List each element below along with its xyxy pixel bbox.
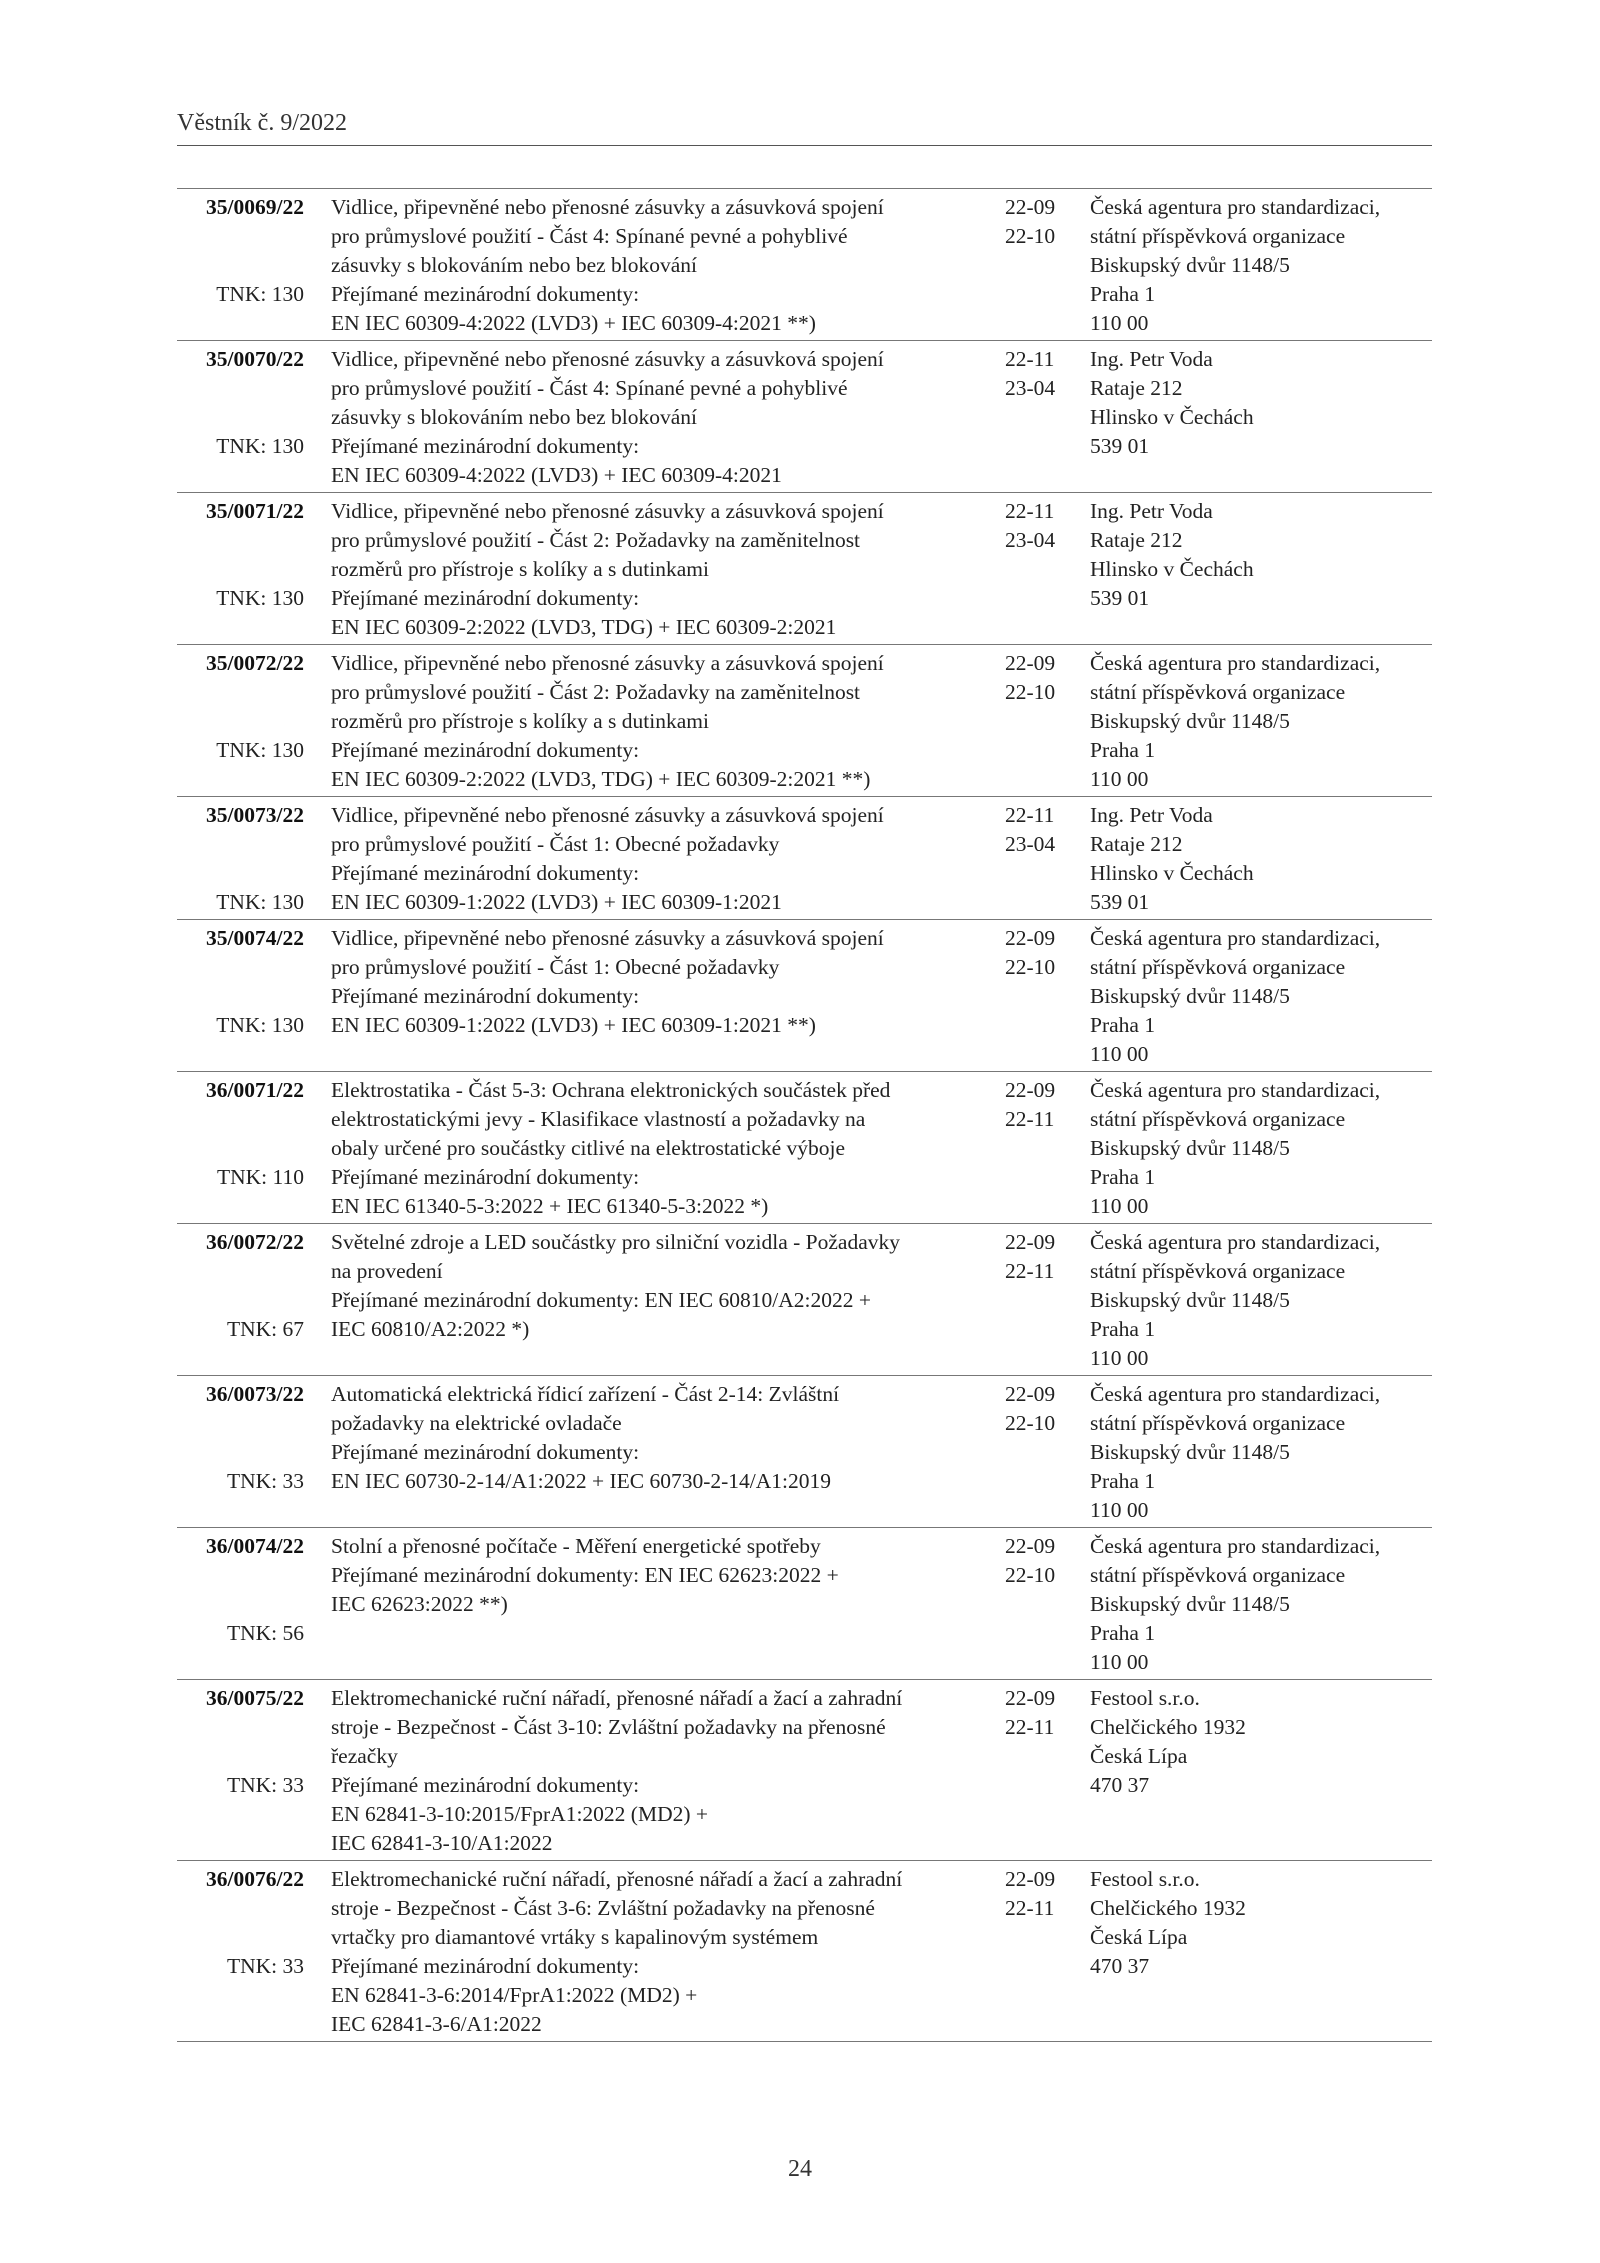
standard-id-cell [177, 497, 304, 644]
address-line: Praha 1 [1090, 738, 1156, 762]
address-line: 539 01 [1090, 586, 1150, 610]
standard-number: 36/0076/22 [206, 1867, 304, 1891]
address-line: Biskupský dvůr 1148/5 [1090, 709, 1290, 733]
table-row [177, 1861, 1432, 2042]
address-line: Hlinsko v Čechách [1090, 557, 1254, 581]
description-line: Přejímané mezinárodní dokumenty: [331, 1440, 640, 1464]
standard-number: 36/0075/22 [206, 1686, 304, 1710]
description-line: pro průmyslové použití - Část 2: Požadavky na zaměnitelnost [331, 528, 861, 552]
address-line: Česká agentura pro standardizaci, [1090, 1534, 1381, 1558]
date-line: 22-11 [1005, 1107, 1055, 1131]
date-line: 22-11 [1005, 347, 1055, 371]
page-number: 24 [788, 2156, 812, 2182]
description-line: Elektromechanické ruční nářadí, přenosné nářadí a žací a zahradní [331, 1686, 903, 1710]
description-line: Automatická elektrická řídicí zařízení - Část 2-14: Zvláštní [331, 1382, 840, 1406]
standard-description [331, 1684, 991, 1858]
description-line: Přejímané mezinárodní dokumenty: [331, 1773, 640, 1797]
tnk-label: TNK: 33 [226, 1469, 304, 1493]
description-line: obaly určené pro součástky citlivé na elektrostatické výboje [331, 1136, 846, 1160]
standard-number: 35/0071/22 [206, 499, 304, 523]
date-line: 22-09 [1005, 651, 1056, 675]
address-line: Biskupský dvůr 1148/5 [1090, 253, 1290, 277]
date-cell [1005, 649, 1070, 707]
date-line: 22-09 [1005, 1382, 1056, 1406]
table-row [177, 1224, 1432, 1376]
address-line: 539 01 [1090, 434, 1150, 458]
date-line: 22-10 [1005, 1411, 1056, 1435]
address-line: Biskupský dvůr 1148/5 [1090, 1592, 1290, 1616]
description-line: pro průmyslové použití - Část 1: Obecné požadavky [331, 955, 780, 979]
description-line: Vidlice, připevněné nebo přenosné zásuvky a zásuvková spojení [331, 195, 884, 219]
date-cell [1005, 1228, 1070, 1286]
description-line: stroje - Bezpečnost - Část 3-10: Zvláštní požadavky na přenosné [331, 1715, 886, 1739]
address-line: 110 00 [1090, 311, 1149, 335]
table-row [177, 797, 1432, 920]
address-line: Biskupský dvůr 1148/5 [1090, 1288, 1290, 1312]
date-line: 22-10 [1005, 224, 1056, 248]
description-line: EN IEC 60309-1:2022 (LVD3) + IEC 60309-1:2021 [331, 890, 782, 914]
address-line: Chelčického 1932 [1090, 1896, 1246, 1920]
processor-address [1090, 801, 1435, 917]
date-line: 22-09 [1005, 1534, 1056, 1558]
processor-address [1090, 1076, 1435, 1221]
bulletin-header: Věstník č. 9/2022 [177, 110, 347, 136]
date-line: 22-09 [1005, 1230, 1056, 1254]
address-line: Praha 1 [1090, 282, 1156, 306]
standard-id-cell [177, 1865, 304, 2041]
standard-description [331, 924, 991, 1040]
address-line: Praha 1 [1090, 1469, 1156, 1493]
address-line: státní příspěvková organizace [1090, 1107, 1346, 1131]
description-line: Přejímané mezinárodní dokumenty: [331, 282, 640, 306]
standard-description [331, 1532, 991, 1619]
tnk-label: TNK: 33 [226, 1954, 304, 1978]
address-line: 110 00 [1090, 1346, 1149, 1370]
date-line: 23-04 [1005, 528, 1056, 552]
standard-description [331, 1228, 991, 1344]
address-line: státní příspěvková organizace [1090, 224, 1346, 248]
standard-description [331, 649, 991, 794]
standard-number: 35/0069/22 [206, 195, 304, 219]
description-line: Vidlice, připevněné nebo přenosné zásuvky a zásuvková spojení [331, 347, 884, 371]
standard-description [331, 801, 991, 917]
standard-description [331, 497, 991, 642]
description-line: Přejímané mezinárodní dokumenty: [331, 434, 640, 458]
address-line: státní příspěvková organizace [1090, 1259, 1346, 1283]
address-line: Česká agentura pro standardizaci, [1090, 651, 1381, 675]
date-line: 22-11 [1005, 803, 1055, 827]
address-line: Ing. Petr Voda [1090, 803, 1213, 827]
description-line: EN 62841-3-6:2014/FprA1:2022 (MD2) + [331, 1983, 698, 2007]
date-cell [1005, 924, 1070, 982]
standard-number: 35/0073/22 [206, 803, 304, 827]
date-line: 22-11 [1005, 1896, 1055, 1920]
description-line: rozměrů pro přístroje s kolíky a s dutinkami [331, 557, 709, 581]
description-line: EN IEC 60309-1:2022 (LVD3) + IEC 60309-1:2021 **) [331, 1013, 816, 1037]
description-line: pro průmyslové použití - Část 1: Obecné požadavky [331, 832, 780, 856]
date-line: 22-10 [1005, 1563, 1056, 1587]
address-line: 470 37 [1090, 1954, 1150, 1978]
address-line: 539 01 [1090, 890, 1150, 914]
standard-number: 35/0072/22 [206, 651, 304, 675]
description-line: IEC 62623:2022 **) [331, 1592, 508, 1616]
address-line: 110 00 [1090, 1650, 1149, 1674]
standard-id-cell [177, 1380, 304, 1527]
standard-id-cell [177, 1076, 304, 1223]
date-cell [1005, 1380, 1070, 1438]
processor-address [1090, 497, 1435, 613]
tnk-label: TNK: 33 [226, 1773, 304, 1797]
table-row [177, 189, 1432, 341]
standard-id-cell [177, 924, 304, 1071]
address-line: Rataje 212 [1090, 376, 1183, 400]
description-line: EN IEC 60309-2:2022 (LVD3, TDG) + IEC 60309-2:2021 **) [331, 767, 871, 791]
standard-description [331, 193, 991, 338]
description-line: IEC 62841-3-6/A1:2022 [331, 2012, 542, 2036]
address-line: Praha 1 [1090, 1013, 1156, 1037]
tnk-label: TNK: 67 [226, 1317, 304, 1341]
address-line: Praha 1 [1090, 1621, 1156, 1645]
processor-address [1090, 1228, 1435, 1373]
table-row [177, 1680, 1432, 1861]
description-line: pro průmyslové použití - Část 4: Spínané pevné a pohyblivé [331, 376, 848, 400]
header-divider [177, 145, 1432, 146]
description-line: Přejímané mezinárodní dokumenty: [331, 861, 640, 885]
standards-table [177, 188, 1432, 2042]
standard-number: 35/0074/22 [206, 926, 304, 950]
description-line: vrtačky pro diamantové vrtáky s kapalinovým systémem [331, 1925, 819, 1949]
date-cell [1005, 1076, 1070, 1134]
table-row [177, 1376, 1432, 1528]
date-cell [1005, 345, 1070, 403]
date-line: 22-09 [1005, 1078, 1056, 1102]
standard-number: 35/0070/22 [206, 347, 304, 371]
description-line: Elektromechanické ruční nářadí, přenosné nářadí a žací a zahradní [331, 1867, 903, 1891]
address-line: Festool s.r.o. [1090, 1686, 1200, 1710]
description-line: Přejímané mezinárodní dokumenty: [331, 1165, 640, 1189]
standard-description [331, 1865, 991, 2039]
address-line: státní příspěvková organizace [1090, 1411, 1346, 1435]
tnk-label: TNK: 130 [216, 890, 304, 914]
address-line: Rataje 212 [1090, 832, 1183, 856]
address-line: Česká agentura pro standardizaci, [1090, 1078, 1381, 1102]
description-line: Vidlice, připevněné nebo přenosné zásuvky a zásuvková spojení [331, 803, 884, 827]
date-line: 22-09 [1005, 195, 1056, 219]
address-line: Praha 1 [1090, 1165, 1156, 1189]
description-line: EN IEC 61340-5-3:2022 + IEC 61340-5-3:2022 *) [331, 1194, 769, 1218]
address-line: Biskupský dvůr 1148/5 [1090, 1440, 1290, 1464]
tnk-label: TNK: 130 [216, 738, 304, 762]
description-line: Vidlice, připevněné nebo přenosné zásuvky a zásuvková spojení [331, 926, 884, 950]
address-line: Česká agentura pro standardizaci, [1090, 195, 1381, 219]
description-line: Přejímané mezinárodní dokumenty: EN IEC 60810/A2:2022 + [331, 1288, 871, 1312]
standard-number: 36/0071/22 [206, 1078, 304, 1102]
processor-address [1090, 924, 1435, 1069]
address-line: státní příspěvková organizace [1090, 680, 1346, 704]
address-line: státní příspěvková organizace [1090, 955, 1346, 979]
processor-address [1090, 193, 1435, 338]
standard-id-cell [177, 649, 304, 796]
processor-address [1090, 649, 1435, 794]
standard-id-cell [177, 1532, 304, 1679]
address-line: 110 00 [1090, 1194, 1149, 1218]
standard-number: 36/0073/22 [206, 1382, 304, 1406]
description-line: Stolní a přenosné počítače - Měření energetické spotřeby [331, 1534, 821, 1558]
description-line: EN IEC 60309-4:2022 (LVD3) + IEC 60309-4:2021 **) [331, 311, 816, 335]
date-line: 22-09 [1005, 926, 1056, 950]
date-line: 22-10 [1005, 955, 1056, 979]
tnk-label: TNK: 130 [216, 1013, 304, 1037]
address-line: Česká agentura pro standardizaci, [1090, 1230, 1381, 1254]
tnk-label: TNK: 56 [226, 1621, 304, 1645]
description-line: Přejímané mezinárodní dokumenty: [331, 738, 640, 762]
address-line: Česká Lípa [1090, 1744, 1188, 1768]
date-cell [1005, 801, 1070, 859]
processor-address [1090, 1532, 1435, 1677]
address-line: Česká agentura pro standardizaci, [1090, 1382, 1381, 1406]
standard-number: 36/0074/22 [206, 1534, 304, 1558]
description-line: IEC 60810/A2:2022 *) [331, 1317, 530, 1341]
description-line: EN IEC 60309-4:2022 (LVD3) + IEC 60309-4:2021 [331, 463, 782, 487]
description-line: Přejímané mezinárodní dokumenty: [331, 586, 640, 610]
address-line: Festool s.r.o. [1090, 1867, 1200, 1891]
standard-id-cell [177, 801, 304, 919]
standard-id-cell [177, 193, 304, 340]
address-line: 470 37 [1090, 1773, 1150, 1797]
table-row [177, 493, 1432, 645]
tnk-label: TNK: 130 [216, 434, 304, 458]
description-line: Elektrostatika - Část 5-3: Ochrana elektronických součástek před [331, 1078, 891, 1102]
processor-address [1090, 1684, 1435, 1800]
address-line: Chelčického 1932 [1090, 1715, 1246, 1739]
address-line: Praha 1 [1090, 1317, 1156, 1341]
description-line: EN 62841-3-10:2015/FprA1:2022 (MD2) + [331, 1802, 709, 1826]
table-row [177, 645, 1432, 797]
table-row [177, 341, 1432, 493]
description-line: zásuvky s blokováním nebo bez blokování [331, 253, 698, 277]
date-cell [1005, 497, 1070, 555]
address-line: Biskupský dvůr 1148/5 [1090, 984, 1290, 1008]
description-line: na provedení [331, 1259, 443, 1283]
standard-description [331, 1076, 991, 1221]
description-line: EN IEC 60309-2:2022 (LVD3, TDG) + IEC 60309-2:2021 [331, 615, 837, 639]
date-line: 22-09 [1005, 1867, 1056, 1891]
description-line: elektrostatickými jevy - Klasifikace vlastností a požadavky na [331, 1107, 866, 1131]
date-cell [1005, 193, 1070, 251]
date-line: 22-11 [1005, 499, 1055, 523]
address-line: Česká agentura pro standardizaci, [1090, 926, 1381, 950]
date-cell [1005, 1865, 1070, 1923]
date-line: 22-10 [1005, 680, 1056, 704]
standard-id-cell [177, 1684, 304, 1860]
standard-id-cell [177, 345, 304, 492]
description-line: IEC 62841-3-10/A1:2022 [331, 1831, 553, 1855]
tnk-label: TNK: 130 [216, 586, 304, 610]
description-line: stroje - Bezpečnost - Část 3-6: Zvláštní požadavky na přenosné [331, 1896, 875, 1920]
standard-description [331, 1380, 991, 1496]
date-cell [1005, 1684, 1070, 1742]
processor-address [1090, 345, 1435, 461]
date-line: 22-11 [1005, 1259, 1055, 1283]
description-line: Přejímané mezinárodní dokumenty: [331, 984, 640, 1008]
description-line: Přejímané mezinárodní dokumenty: [331, 1954, 640, 1978]
tnk-label: TNK: 130 [216, 282, 304, 306]
address-line: Rataje 212 [1090, 528, 1183, 552]
description-line: pro průmyslové použití - Část 2: Požadavky na zaměnitelnost [331, 680, 861, 704]
processor-address [1090, 1865, 1435, 1981]
address-line: Ing. Petr Voda [1090, 347, 1213, 371]
table-row [177, 1528, 1432, 1680]
address-line: 110 00 [1090, 767, 1149, 791]
address-line: Hlinsko v Čechách [1090, 861, 1254, 885]
table-row [177, 1072, 1432, 1224]
description-line: Přejímané mezinárodní dokumenty: EN IEC 62623:2022 + [331, 1563, 839, 1587]
description-line: požadavky na elektrické ovladače [331, 1411, 622, 1435]
address-line: státní příspěvková organizace [1090, 1563, 1346, 1587]
description-line: EN IEC 60730-2-14/A1:2022 + IEC 60730-2-14/A1:2019 [331, 1469, 832, 1493]
address-line: 110 00 [1090, 1042, 1149, 1066]
date-cell [1005, 1532, 1070, 1590]
description-line: Světelné zdroje a LED součástky pro silniční vozidla - Požadavky [331, 1230, 900, 1254]
standard-id-cell [177, 1228, 304, 1375]
date-line: 22-09 [1005, 1686, 1056, 1710]
date-line: 23-04 [1005, 832, 1056, 856]
description-line: Vidlice, připevněné nebo přenosné zásuvky a zásuvková spojení [331, 651, 884, 675]
date-line: 23-04 [1005, 376, 1056, 400]
standard-number: 36/0072/22 [206, 1230, 304, 1254]
address-line: Ing. Petr Voda [1090, 499, 1213, 523]
description-line: Vidlice, připevněné nebo přenosné zásuvky a zásuvková spojení [331, 499, 884, 523]
date-line: 22-11 [1005, 1715, 1055, 1739]
standard-description [331, 345, 991, 490]
table-row [177, 920, 1432, 1072]
description-line: rozměrů pro přístroje s kolíky a s dutinkami [331, 709, 709, 733]
address-line: Česká Lípa [1090, 1925, 1188, 1949]
processor-address [1090, 1380, 1435, 1525]
description-line: zásuvky s blokováním nebo bez blokování [331, 405, 698, 429]
address-line: 110 00 [1090, 1498, 1149, 1522]
description-line: řezačky [331, 1744, 398, 1768]
address-line: Hlinsko v Čechách [1090, 405, 1254, 429]
tnk-label: TNK: 110 [217, 1165, 304, 1189]
description-line: pro průmyslové použití - Část 4: Spínané pevné a pohyblivé [331, 224, 848, 248]
address-line: Biskupský dvůr 1148/5 [1090, 1136, 1290, 1160]
